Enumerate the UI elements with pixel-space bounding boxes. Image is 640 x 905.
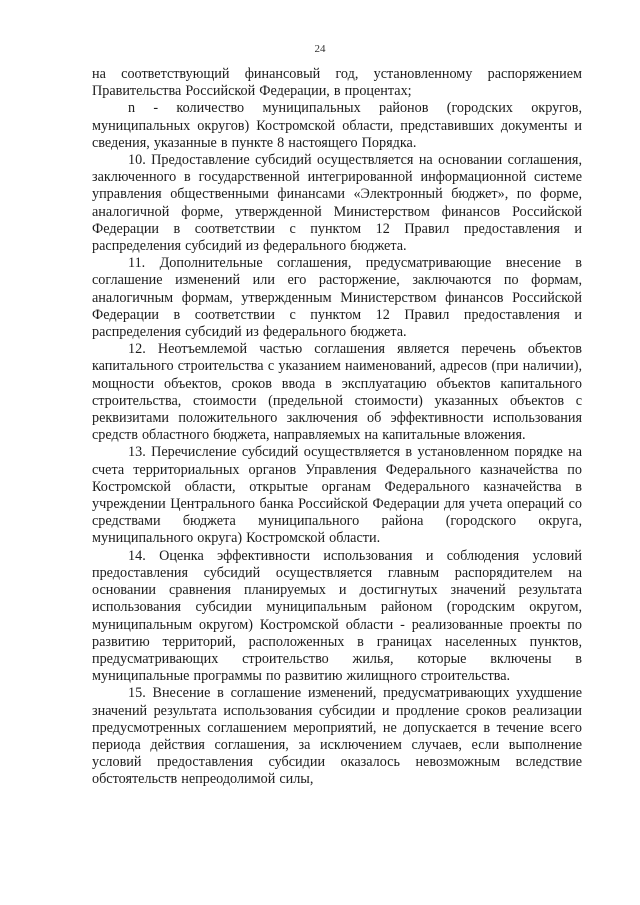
- paragraph-15: 15. Внесение в соглашение изменений, предусматривающих ухудшение значений результата использования субсидии и продление сроков реализации предусмотренных соглашением мероприятий, не допускается в течение всего периода действия соглашения, за исключением случаев, если выполнение условий предоставления субсидии оказалось невозможным вследствие обстоятельств непреодолимой силы,: [92, 685, 582, 788]
- paragraph-10: 10. Предоставление субсидий осуществляется на основании соглашения, заключенного в государственной интегрированной информационной системе управления общественными финансами «Электронный бюджет», по форме, аналогичной форме, утвержденной Министерством финансов Российской Федерации в соответствии с пунктом 12 Правил предоставления и распределения субсидий из федерального бюджета.: [92, 152, 582, 255]
- paragraph-14: 14. Оценка эффективности использования и соблюдения условий предоставления субсидий осуществляется главным распорядителем на основании сравнения планируемых и достигнутых значений результата использования субсидии муниципальным районом (городским округом, муниципальным округом) Костромской области - реализованные проекты по развитию территорий, расположенных в границах населенных пунктов, предусматривающих строительство жилья, которые включены в муниципальные программы по развитию жилищного строительства.: [92, 547, 582, 685]
- document-body: [92, 66, 582, 789]
- paragraph-11: 11. Дополнительные соглашения, предусматривающие внесение в соглашение изменений или его расторжение, заключаются по формам, аналогичным формам, утвержденным Министерством финансов Российской Федерации в соответствии с пунктом 12 Правил предоставления и распределения субсидий из федерального бюджета.: [92, 255, 582, 341]
- page-number: 24: [314, 43, 326, 55]
- paragraph-13: 13. Перечисление субсидий осуществляется в установленном порядке на счета территориальных органов Управления Федерального казначейства по Костромской области, открытые органам Федерального казначейства в учреждении Центрального банка Российской Федерации для учета операций со средствами бюджета муниципального района (городского округа, муниципального округа) Костромской области.: [92, 444, 582, 547]
- paragraph-12: 12. Неотъемлемой частью соглашения является перечень объектов капитального строительства с указанием наименований, адресов (при наличии), мощности объектов, сроков ввода в эксплуатацию объектов капитального строительства, стоимости (предельной стоимости) указанных объектов с реквизитами положительного заключения об эффективности использования средств областного бюджета, направляемых на капитальные вложения.: [92, 341, 582, 444]
- paragraph-n-definition: n - количество муниципальных районов (городских округов, муниципальных округов) Костромской области, представивших документы и сведения, указанные в пункте 8 настоящего Порядка.: [92, 100, 582, 151]
- paragraph-continuation: на соответствующий финансовый год, установленному распоряжением Правительства Российской Федерации, в процентах;: [92, 66, 582, 100]
